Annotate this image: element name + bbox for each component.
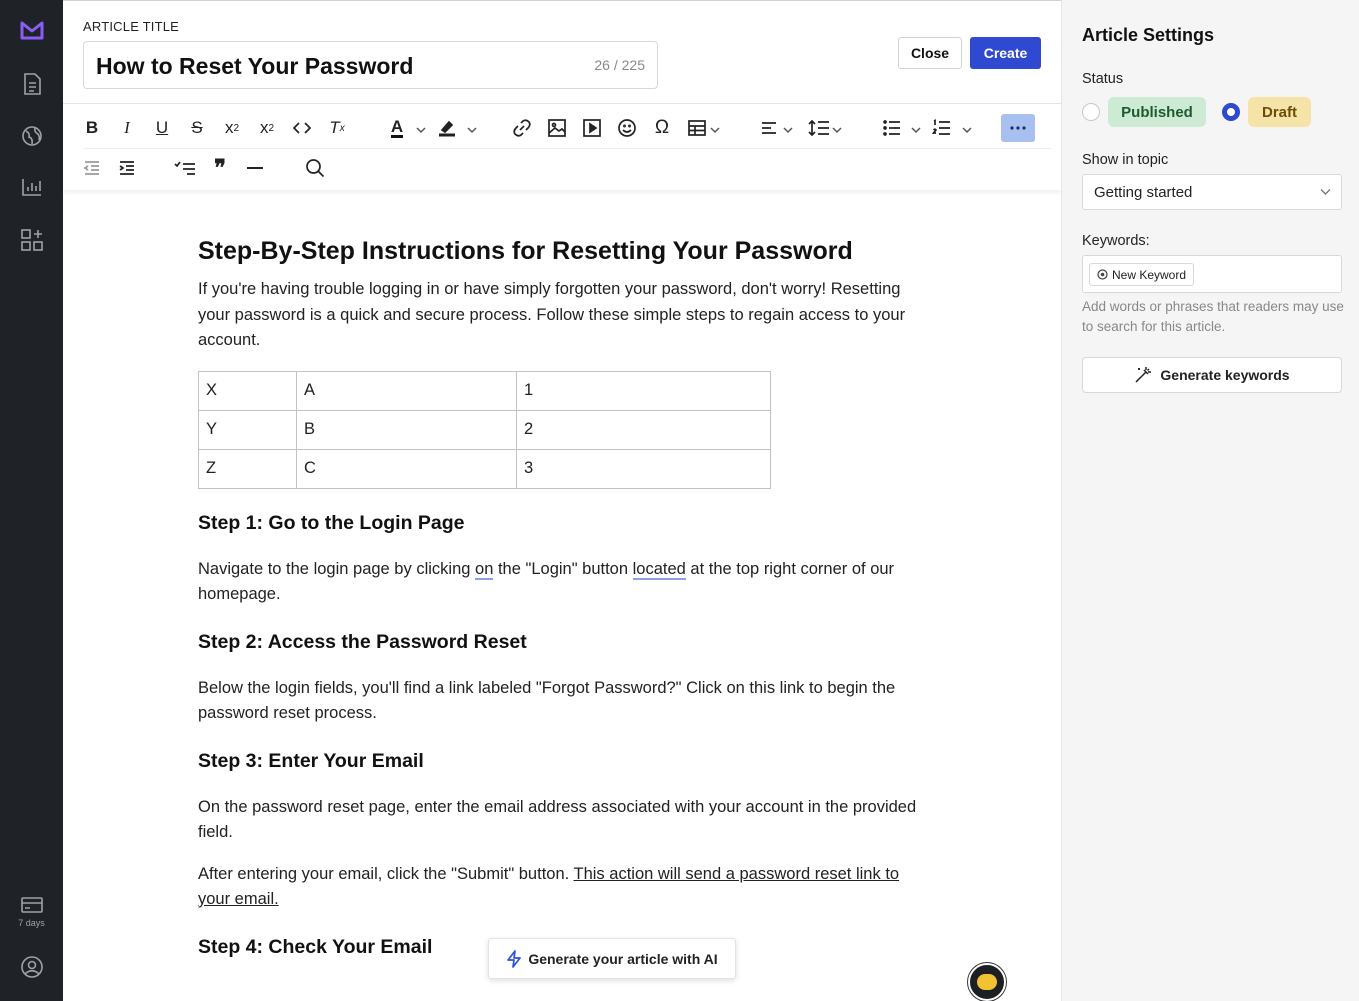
outdent-icon[interactable]: [78, 154, 106, 182]
table-cell[interactable]: A: [297, 371, 517, 410]
table-cell[interactable]: Z: [199, 449, 297, 488]
strikethrough-icon[interactable]: S: [191, 118, 203, 137]
chevron-down-icon[interactable]: [709, 123, 721, 135]
step3-text-2: After entering your email, click the "Submit" button. This action will send a password reset link to your email.: [198, 864, 900, 908]
generate-keywords-label: Generate keywords: [1160, 367, 1290, 383]
status-published-radio[interactable]: [1082, 103, 1100, 121]
topic-label: Show in topic: [1082, 152, 1169, 168]
article-body[interactable]: [198, 211, 928, 960]
special-character-icon[interactable]: Ω: [654, 117, 670, 138]
emoji-icon[interactable]: [613, 114, 641, 142]
toolbar-divider: [83, 148, 1051, 149]
spellcheck-word[interactable]: on: [475, 559, 494, 578]
table-cell[interactable]: C: [297, 449, 517, 488]
apps-icon[interactable]: [0, 220, 63, 260]
help-chat-icon[interactable]: [968, 963, 1006, 1001]
more-options-icon[interactable]: [1001, 114, 1035, 142]
code-icon[interactable]: [288, 114, 316, 142]
horizontal-rule-icon[interactable]: [241, 154, 269, 182]
link-icon[interactable]: [508, 114, 536, 142]
status-draft-badge[interactable]: Draft: [1248, 97, 1311, 127]
subscript-icon[interactable]: x 2: [259, 118, 275, 137]
table-row: [199, 371, 771, 410]
chevron-down-icon[interactable]: [415, 123, 427, 135]
content-table[interactable]: [198, 371, 771, 489]
title-char-count: 26 / 225: [594, 57, 645, 73]
table-cell[interactable]: X: [199, 371, 297, 410]
trial-days-label: 7 days: [18, 918, 45, 928]
table-cell[interactable]: Y: [199, 410, 297, 449]
bullet-list-icon[interactable]: [878, 114, 906, 142]
status-draft-radio[interactable]: [1222, 103, 1240, 121]
articles-icon[interactable]: [0, 64, 63, 104]
article-intro: If you're having trouble logging in or have simply forgotten your password, don't worry! Resetting your password is a quick and secure process. Follow these simple steps to regain access to your account.: [198, 280, 906, 349]
left-rail: [0, 0, 63, 1001]
chevron-down-icon[interactable]: [961, 123, 973, 135]
text-color-icon[interactable]: A: [390, 116, 404, 136]
table-cell[interactable]: 3: [517, 449, 771, 488]
step2-text: Below the login fields, you'll find a link labeled "Forgot Password?" Click on this link to begin the password reset process.: [198, 678, 896, 722]
add-circle-icon: [1097, 269, 1108, 280]
keywords-label: Keywords:: [1082, 233, 1150, 249]
generate-article-ai-label: Generate your article with AI: [528, 950, 718, 967]
search-icon[interactable]: [301, 154, 329, 182]
table-row: [199, 410, 771, 449]
close-button[interactable]: Close: [898, 37, 962, 69]
table-cell[interactable]: 1: [517, 371, 771, 410]
keywords-hint: Add words or phrases that readers may use to search for this article.: [1082, 299, 1344, 334]
billing-icon[interactable]: [0, 888, 63, 922]
step3-text: On the password reset page, enter the email address associated with your account in the provided field.: [198, 797, 917, 841]
chevron-down-icon[interactable]: [466, 123, 478, 135]
article-title-input[interactable]: [83, 41, 658, 89]
article-title-value[interactable]: How to Reset Your Password: [96, 53, 414, 79]
new-keyword-label: New Keyword: [1112, 267, 1187, 282]
topic-select[interactable]: [1082, 174, 1342, 210]
generate-keywords-button[interactable]: [1082, 357, 1342, 393]
article-editor: [63, 0, 1061, 1001]
line-height-icon[interactable]: [805, 114, 833, 142]
chevron-down-icon[interactable]: [782, 123, 794, 135]
lightning-icon: [506, 950, 522, 968]
table-cell[interactable]: B: [297, 410, 517, 449]
keywords-input[interactable]: [1082, 255, 1342, 293]
new-keyword-chip[interactable]: [1089, 263, 1194, 286]
align-left-icon[interactable]: [755, 114, 783, 142]
bold-icon[interactable]: B: [85, 118, 99, 137]
spellcheck-word[interactable]: located: [632, 559, 686, 578]
user-account-icon[interactable]: [0, 947, 63, 987]
chevron-down-icon: [1320, 188, 1331, 196]
step3-heading: Step 3: Enter Your Email: [198, 749, 424, 772]
topic-select-value: Getting started: [1094, 184, 1193, 201]
step1-text: Navigate to the login page by clicking on the "Login" button located at the top right corner of our homepage.: [198, 559, 895, 603]
article-heading: Step-By-Step Instructions for Resetting Your Password: [198, 237, 853, 265]
generate-article-ai-button[interactable]: [488, 938, 736, 979]
italic-icon[interactable]: I: [124, 118, 130, 137]
numbered-list-icon[interactable]: [928, 114, 956, 142]
step4-heading: Step 4: Check Your Email: [198, 935, 433, 958]
brand-logo-icon[interactable]: [0, 10, 63, 50]
magic-wand-icon: [1134, 366, 1152, 384]
settings-title: Article Settings: [1082, 25, 1215, 45]
formatting-toolbar: [63, 103, 1061, 190]
article-settings-panel: [1061, 0, 1359, 1001]
step1-heading: Step 1: Go to the Login Page: [198, 511, 465, 534]
checklist-icon[interactable]: [171, 154, 199, 182]
table-cell[interactable]: 2: [517, 410, 771, 449]
video-icon[interactable]: [578, 114, 606, 142]
blockquote-icon[interactable]: ❞: [214, 155, 226, 180]
chevron-down-icon[interactable]: [910, 123, 922, 135]
status-label: Status: [1082, 71, 1124, 87]
image-icon[interactable]: [543, 114, 571, 142]
clear-format-icon[interactable]: T x: [329, 118, 345, 137]
globe-icon[interactable]: [0, 116, 63, 156]
highlight-icon[interactable]: [433, 114, 461, 142]
table-icon[interactable]: [683, 114, 711, 142]
superscript-icon[interactable]: x 2: [224, 118, 240, 137]
status-published-badge[interactable]: Published: [1108, 97, 1206, 127]
step2-heading: Step 2: Access the Password Reset: [198, 630, 527, 653]
underlined-text[interactable]: This action will send a password reset link to your email.: [198, 864, 900, 908]
underline-icon[interactable]: U: [155, 118, 169, 137]
article-title-label: ARTICLE TITLE: [83, 19, 180, 34]
table-row: [199, 449, 771, 488]
chevron-down-icon[interactable]: [831, 123, 843, 135]
create-button[interactable]: Create: [970, 37, 1041, 69]
indent-icon[interactable]: [113, 154, 141, 182]
analytics-icon[interactable]: [0, 167, 63, 207]
